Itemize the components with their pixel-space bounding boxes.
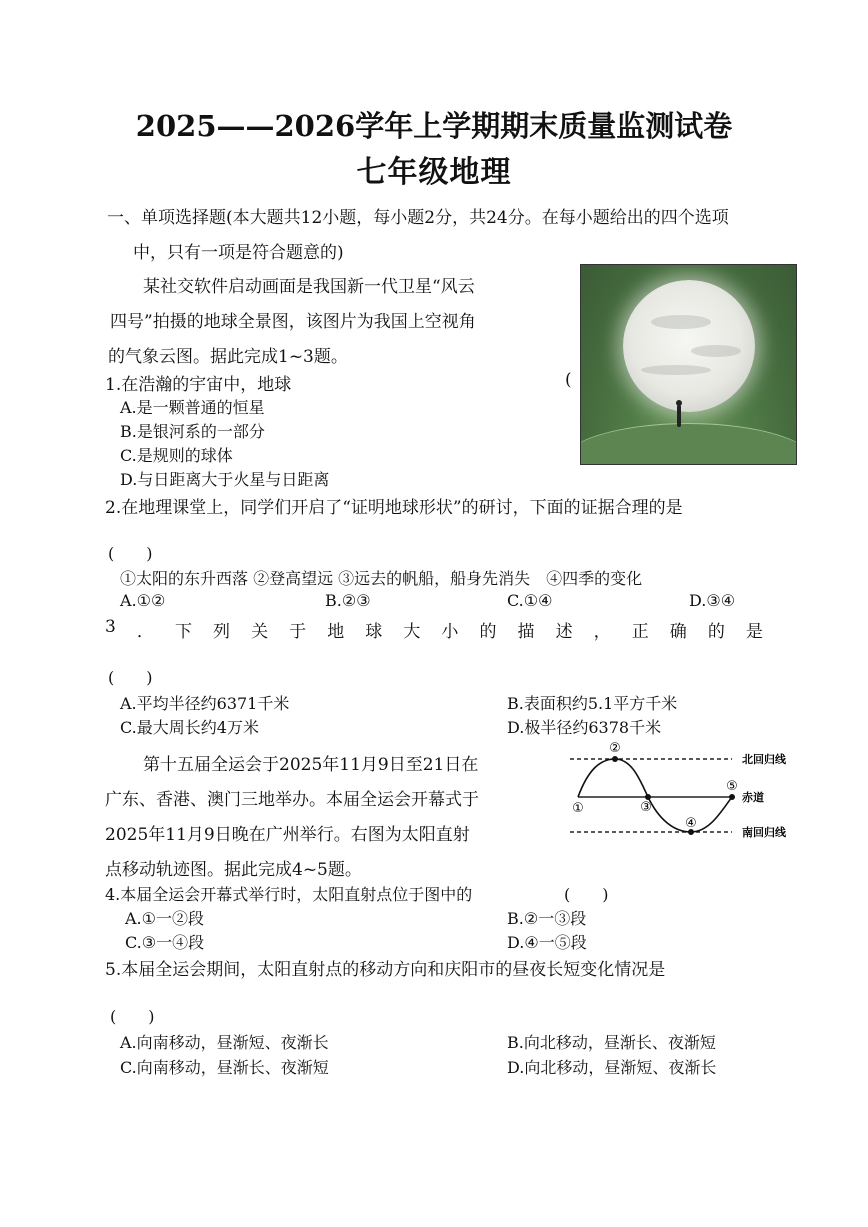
q3-char: ．	[136, 622, 154, 642]
equator-label: 赤道	[742, 791, 764, 804]
point-5-label: ⑤	[726, 779, 738, 794]
sun-path-curve	[578, 759, 732, 832]
q5-option-d[interactable]: D.向北移动，昼渐短、夜渐长	[507, 1058, 717, 1077]
q5-option-a[interactable]: A.向南移动，昼渐短、夜渐长	[120, 1033, 329, 1052]
cloud-band	[651, 315, 711, 329]
point-2-marker	[612, 756, 618, 762]
q5-stem: 5.本届全运会期间，太阳直射点的移动方向和庆阳市的昼夜长短变化情况是	[105, 960, 666, 980]
q3-char: 下	[174, 622, 192, 642]
q4-answer-blank[interactable]: ( )	[564, 885, 609, 904]
q3-char: 描	[517, 622, 535, 642]
cloud-band	[691, 345, 741, 357]
q3-char: 正	[631, 622, 649, 642]
q1-option-c[interactable]: C.是规则的球体	[120, 446, 233, 465]
q4-option-c[interactable]: C.③一④段	[125, 933, 205, 952]
q3-char: 的	[479, 622, 497, 642]
q3-char: 关	[251, 622, 269, 642]
q3-char: 大	[403, 622, 421, 642]
q2-option-c[interactable]: C.①④	[507, 591, 553, 610]
material2-line1: 第十五届全运会于2025年11月9日至21日在	[143, 755, 479, 775]
q4-option-d[interactable]: D.④一⑤段	[507, 933, 587, 952]
material1-line1: 某社交软件启动画面是我国新一代卫星“风云	[143, 277, 475, 297]
sun-direct-point-diagram	[560, 740, 805, 840]
green-hill	[580, 423, 797, 465]
q1-option-d[interactable]: D.与日距离大于火星与日距离	[120, 470, 330, 489]
point-3-label: ③	[640, 800, 652, 815]
q5-answer-blank[interactable]: ( )	[110, 1007, 155, 1026]
section-heading-line1: 一、单项选择题(本大题共12小题，每小题2分，共24分。在每小题给出的四个选项	[107, 208, 729, 228]
q2-option-a[interactable]: A.①②	[120, 591, 166, 610]
q5-option-c[interactable]: C.向南移动，昼渐长、夜渐短	[120, 1058, 329, 1077]
q3-option-b[interactable]: B.表面积约5.1平方千米	[507, 694, 678, 713]
q2-stem: 2.在地理课堂上，同学们开启了“证明地球形状”的研讨，下面的证据合理的是	[105, 498, 683, 518]
q3-stem	[105, 617, 763, 642]
q4-option-a[interactable]: A.①一②段	[125, 909, 204, 928]
q3-char: 是	[745, 622, 763, 642]
person-silhouette	[677, 405, 681, 427]
q3-option-d[interactable]: D.极半径约6378千米	[507, 718, 662, 737]
exam-title: 2025——2026学年上学期期末质量监测试卷	[135, 109, 733, 143]
q1-option-a[interactable]: A.是一颗普通的恒星	[120, 398, 265, 417]
q3-option-a[interactable]: A.平均半径约6371千米	[120, 694, 290, 713]
q3-char: 述	[555, 622, 573, 642]
q3-char: 3	[105, 617, 116, 637]
q4-stem: 4.本届全运会开幕式举行时，太阳直射点位于图中的	[105, 885, 473, 904]
cloud-band	[641, 365, 711, 375]
satellite-earth-image	[580, 264, 797, 465]
q3-char: 于	[289, 622, 307, 642]
point-1-label: ①	[572, 801, 584, 816]
point-4-label: ④	[685, 816, 697, 831]
q3-char: 确	[669, 622, 687, 642]
q3-char: 小	[441, 622, 459, 642]
tropic-of-capricorn-label: 南回归线	[742, 826, 786, 839]
q1-option-b[interactable]: B.是银河系的一部分	[120, 422, 265, 441]
material1-line3: 的气象云图。据此完成1~3题。	[108, 347, 348, 367]
q1-answer-blank[interactable]: (	[565, 370, 572, 390]
material1-line2: 四号”拍摄的地球全景图，该图片为我国上空视角	[110, 312, 476, 332]
q3-answer-blank[interactable]: ( )	[108, 668, 153, 687]
material2-line4: 点移动轨迹图。据此完成4~5题。	[105, 860, 362, 880]
tropic-of-cancer-label: 北回归线	[742, 753, 786, 766]
section-heading-line2: 中，只有一项是符合题意的)	[133, 243, 344, 263]
q3-char: ，	[593, 622, 611, 642]
q2-option-d[interactable]: D.③④	[689, 591, 736, 610]
material2-line2: 广东、香港、澳门三地举办。本届全运会开幕式于	[105, 790, 479, 810]
q1-stem: 1.在浩瀚的宇宙中，地球	[105, 375, 292, 395]
q3-char: 列	[213, 622, 231, 642]
q2-evidence-items: ①太阳的东升西落 ②登高望远 ③远去的帆船，船身先消失 ④四季的变化	[120, 569, 643, 588]
q3-char: 地	[327, 622, 345, 642]
earth-disc	[623, 280, 755, 412]
exam-subtitle: 七年级地理	[356, 155, 512, 190]
point-5-marker	[729, 794, 735, 800]
q2-answer-blank[interactable]: ( )	[108, 544, 153, 563]
q5-option-b[interactable]: B.向北移动，昼渐长、夜渐短	[507, 1033, 716, 1052]
q3-char: 球	[365, 622, 383, 642]
q2-option-b[interactable]: B.②③	[325, 591, 371, 610]
q4-option-b[interactable]: B.②一③段	[507, 909, 587, 928]
q3-option-c[interactable]: C.最大周长约4万米	[120, 718, 259, 737]
q3-char: 的	[707, 622, 725, 642]
material2-line3: 2025年11月9日晚在广州举行。右图为太阳直射	[105, 825, 470, 845]
point-2-label: ②	[609, 741, 621, 756]
